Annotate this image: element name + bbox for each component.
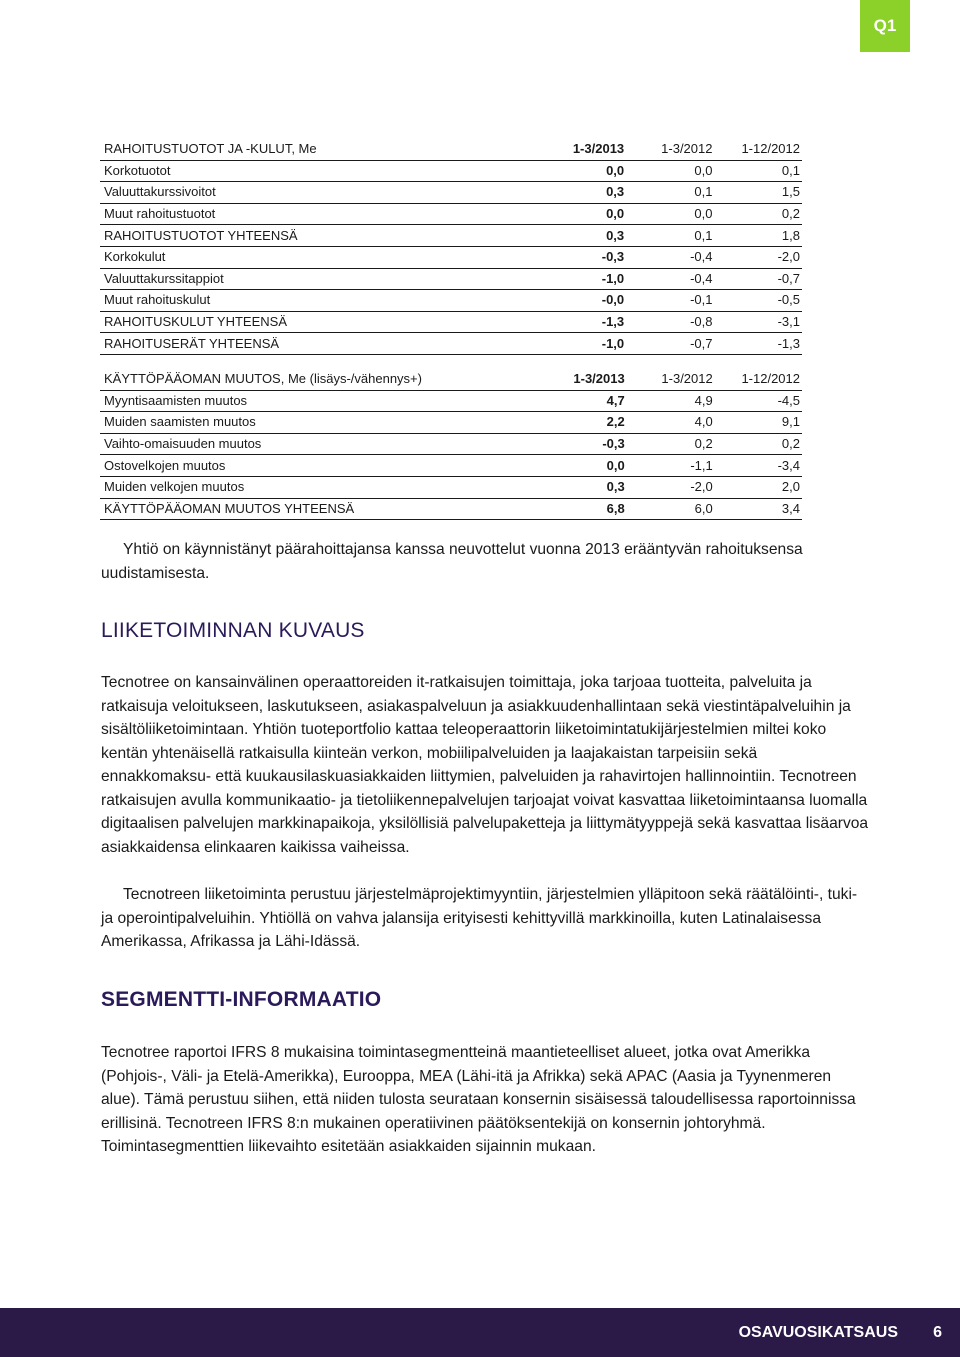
row-value: 6,0 bbox=[627, 498, 715, 520]
finance-row bbox=[100, 160, 802, 182]
row-value: 0,0 bbox=[531, 455, 627, 477]
row-value: 0,1 bbox=[626, 182, 714, 204]
row-value: 0,0 bbox=[530, 203, 626, 225]
row-value: 0,2 bbox=[714, 203, 802, 225]
financing-note: Yhtiö on käynnistänyt päärahoittajansa kanssa neuvottelut vuonna 2013 erääntyvän rahoituksensa uudistamisesta. bbox=[101, 541, 803, 582]
row-label: Muiden velkojen muutos bbox=[100, 476, 531, 498]
row-label: RAHOITUSERÄT YHTEENSÄ bbox=[100, 333, 530, 355]
row-value: -3,1 bbox=[714, 311, 802, 333]
footer-bar bbox=[0, 1308, 960, 1357]
row-value: -0,7 bbox=[714, 268, 802, 290]
page-number: 6 bbox=[933, 1324, 942, 1341]
row-value: 9,1 bbox=[715, 412, 802, 434]
row-label: Ostovelkojen muutos bbox=[100, 455, 531, 477]
row-value: 6,8 bbox=[531, 498, 627, 520]
business-paragraph-2: Tecnotreen liiketoiminta perustuu järjestelmäprojektimyyntiin, järjestelmien ylläpitoon sekä räätälöinti-, tuki- ja operointipalveluihin. Yhtiöllä on vahva jalansija erityisesti kehittyvillä markkinoilla, kuten Latinalaisessa Amerikassa, Afrikassa ja Lähi-Idässä. bbox=[101, 886, 858, 950]
row-label: Korkokulut bbox=[100, 246, 530, 268]
row-value: 0,2 bbox=[715, 433, 802, 455]
working-capital-row bbox=[100, 455, 802, 477]
row-label: RAHOITUSTUOTOT YHTEENSÄ bbox=[100, 225, 530, 247]
working-capital-row bbox=[100, 412, 802, 434]
row-value: -0,0 bbox=[530, 290, 626, 312]
row-value: 0,3 bbox=[530, 182, 626, 204]
row-value: -1,0 bbox=[530, 268, 626, 290]
quarter-badge: Q1 bbox=[860, 0, 910, 52]
finance-row bbox=[100, 225, 802, 247]
row-label: KÄYTTÖPÄÄOMAN MUUTOS YHTEENSÄ bbox=[100, 498, 531, 520]
finance-row bbox=[100, 333, 802, 355]
business-section-heading: LIIKETOIMINNAN KUVAUS bbox=[101, 619, 365, 642]
footer-report-label: OSAVUOSIKATSAUS bbox=[738, 1324, 898, 1341]
row-value: -0,3 bbox=[531, 433, 627, 455]
finance-row bbox=[100, 290, 802, 312]
row-value: 2,0 bbox=[715, 476, 802, 498]
working-capital-row bbox=[100, 390, 802, 412]
row-value: -0,7 bbox=[626, 333, 714, 355]
row-value: 1,5 bbox=[714, 182, 802, 204]
working-capital-table bbox=[100, 369, 802, 520]
row-label: Valuuttakurssivoitot bbox=[100, 182, 530, 204]
row-value: 4,9 bbox=[627, 390, 715, 412]
business-paragraph-1: Tecnotree on kansainvälinen operaattoreiden it-ratkaisujen toimittaja, joka tarjoaa tuotteita, palveluita ja ratkaisuja veloitukseen, laskutukseen, asiakaspalveluun ja asiakkuudenhallintaan sekä viestintäpalveluihin ja sisältöliiketoimintaan. Yhtiön tuoteportfolio kattaa teleoperaattorin liiketoimintatukijärjestelmien miltei koko kentän yhtenäisellä ratkaisulla kiinteän verkon, mobiilipalveluiden ja laajakaistan tarpeisiin sekä ennakkomaksu- että kuukausilaskuasiakkaiden liittymien, palveluiden ja rahavirtojen hallinnointiin. Tecnotreen ratkaisujen avulla kommunikaatio- ja tietoliikennepalvelujen tarjoajat voivat kasvattaa liiketoimintaansa luomalla digitaalisen palvelujen markkinapaikoja, yksilöllisiä palvelupaketteja ja liittymätyyppejä sekä kasvattaa lisäarvoa asiakkaidensa elinkaaren kaikissa vaiheissa. bbox=[101, 674, 869, 856]
segment-section-heading: SEGMENTTI-INFORMAATIO bbox=[101, 988, 382, 1011]
table-header-row bbox=[100, 369, 802, 390]
row-value: -0,1 bbox=[626, 290, 714, 312]
finance-row bbox=[100, 182, 802, 204]
row-value: 1-12/2012 bbox=[714, 139, 802, 160]
segment-paragraph: Tecnotree raportoi IFRS 8 mukaisina toimintasegmentteinä maantieteelliset alueet, jotka ovat Amerikka (Pohjois-, Väli- ja Etelä-Amerikka), Eurooppa, MEA (Lähi-itä ja Afrikka) sekä APAC (Aasia ja Tyynenmeren alue). Tämä perustuu siihen, että niiden tulosta seurataan konsernin sisäisessä taloudellisessa raportoinnissa erillisinä. Tecnotreen IFRS 8:n mukainen operatiivinen päätöksentekijä on konsernin johtoryhmä. Toimintasegmenttien liikevaihto esitetään asiakkaiden sijainnin mukaan. bbox=[101, 1044, 856, 1155]
row-label: RAHOITUSKULUT YHTEENSÄ bbox=[100, 311, 530, 333]
row-value: 0,2 bbox=[627, 433, 715, 455]
row-value: -3,4 bbox=[715, 455, 802, 477]
table-header-row bbox=[100, 139, 802, 160]
row-label: Valuuttakurssitappiot bbox=[100, 268, 530, 290]
row-value: -1,3 bbox=[530, 311, 626, 333]
working-capital-row bbox=[100, 498, 802, 520]
working-capital-row bbox=[100, 433, 802, 455]
row-value: 3,4 bbox=[715, 498, 802, 520]
row-value: 1-3/2012 bbox=[627, 369, 715, 390]
row-value: 0,1 bbox=[626, 225, 714, 247]
row-value: 0,0 bbox=[626, 203, 714, 225]
row-value: -0,3 bbox=[530, 246, 626, 268]
row-value: 4,7 bbox=[531, 390, 627, 412]
row-value: -1,1 bbox=[627, 455, 715, 477]
finance-row bbox=[100, 311, 802, 333]
finance-row bbox=[100, 246, 802, 268]
row-value: -0,5 bbox=[714, 290, 802, 312]
row-value: -1,0 bbox=[530, 333, 626, 355]
row-value: 1-3/2012 bbox=[626, 139, 714, 160]
working-capital-row bbox=[100, 476, 802, 498]
row-label: Muut rahoituskulut bbox=[100, 290, 530, 312]
row-label: Vaihto-omaisuuden muutos bbox=[100, 433, 531, 455]
row-value: 1-3/2013 bbox=[530, 139, 626, 160]
working-capital-table-body bbox=[100, 369, 802, 520]
row-value: 1,8 bbox=[714, 225, 802, 247]
row-label: RAHOITUSTUOTOT JA -KULUT, Me bbox=[100, 139, 530, 160]
row-value: -1,3 bbox=[714, 333, 802, 355]
row-value: -0,8 bbox=[626, 311, 714, 333]
finance-costs-table bbox=[100, 139, 802, 355]
row-value: 0,0 bbox=[530, 160, 626, 182]
row-value: 4,0 bbox=[627, 412, 715, 434]
row-label: Muut rahoitustuotot bbox=[100, 203, 530, 225]
finance-row bbox=[100, 268, 802, 290]
row-label: KÄYTTÖPÄÄOMAN MUUTOS, Me (lisäys-/vähennys+) bbox=[100, 369, 531, 390]
finance-row bbox=[100, 203, 802, 225]
row-label: Muiden saamisten muutos bbox=[100, 412, 531, 434]
row-value: 1-12/2012 bbox=[715, 369, 802, 390]
row-value: -0,4 bbox=[626, 268, 714, 290]
row-value: 2,2 bbox=[531, 412, 627, 434]
row-value: 1-3/2013 bbox=[531, 369, 627, 390]
row-value: -0,4 bbox=[626, 246, 714, 268]
row-value: 0,1 bbox=[714, 160, 802, 182]
row-value: 0,0 bbox=[626, 160, 714, 182]
finance-costs-table-body bbox=[100, 139, 802, 354]
row-value: 0,3 bbox=[530, 225, 626, 247]
row-value: -2,0 bbox=[627, 476, 715, 498]
row-label: Korkotuotot bbox=[100, 160, 530, 182]
row-label: Myyntisaamisten muutos bbox=[100, 390, 531, 412]
row-value: -2,0 bbox=[714, 246, 802, 268]
row-value: -4,5 bbox=[715, 390, 802, 412]
row-value: 0,3 bbox=[531, 476, 627, 498]
